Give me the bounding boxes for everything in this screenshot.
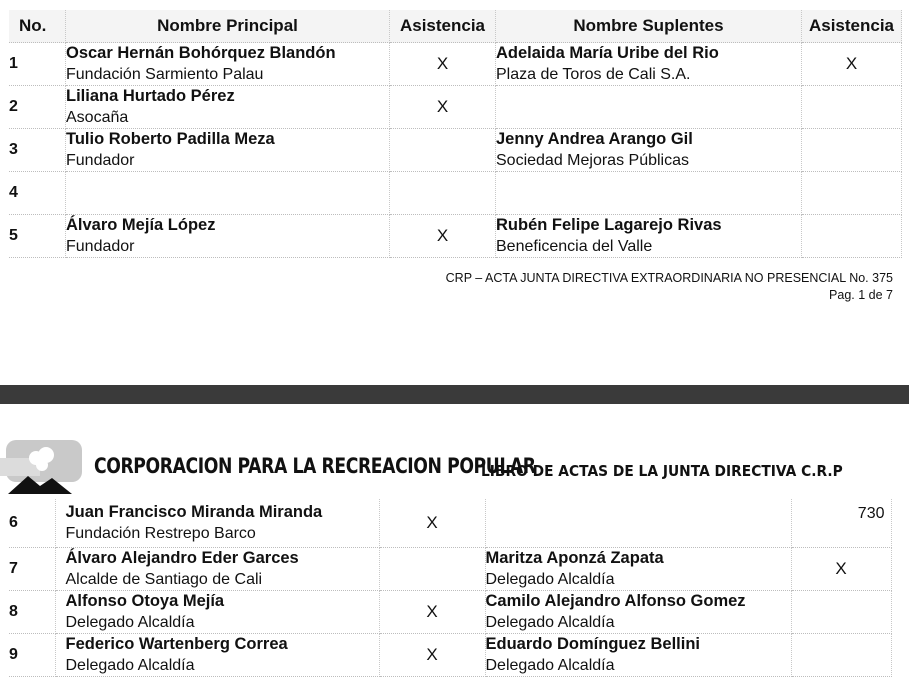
row-number: 3 <box>9 129 66 172</box>
suplente-org: Sociedad Mejoras Públicas <box>496 152 689 169</box>
suplente-org: Delegado Alcaldía <box>485 571 615 588</box>
table-row <box>9 215 902 258</box>
principal-cell <box>66 43 390 86</box>
suplente-attendance <box>802 215 902 258</box>
suplente-org: Delegado Alcaldía <box>485 657 615 674</box>
row-number: 4 <box>9 172 66 215</box>
principal-name: Oscar Hernán Bohórquez Blandón <box>66 44 336 62</box>
principal-cell <box>55 548 379 591</box>
book-title: LIBRO DE ACTAS DE LA JUNTA DIRECTIVA C.R.P <box>481 462 843 480</box>
principal-name: Federico Wartenberg Correa <box>65 635 288 653</box>
principal-org: Fundador <box>66 152 135 169</box>
principal-cell <box>66 215 390 258</box>
principal-attendance: X <box>390 86 496 129</box>
row-number: 8 <box>9 591 55 634</box>
table-row <box>9 86 902 129</box>
header-principal: Nombre Principal <box>66 10 390 43</box>
table-row <box>9 129 902 172</box>
row-number: 5 <box>9 215 66 258</box>
suplente-cell <box>496 86 802 129</box>
principal-attendance <box>379 548 485 591</box>
table-row <box>9 499 891 548</box>
suplente-cell <box>485 499 791 548</box>
principal-attendance <box>390 129 496 172</box>
principal-cell <box>55 634 379 677</box>
page-separator <box>0 385 909 404</box>
suplente-cell <box>496 172 802 215</box>
suplente-cell <box>496 43 802 86</box>
suplente-org: Delegado Alcaldía <box>485 614 615 631</box>
principal-cell <box>55 499 379 548</box>
table-row <box>9 634 891 677</box>
page-footer <box>446 270 893 304</box>
row-number: 1 <box>9 43 66 86</box>
principal-name: Liliana Hurtado Pérez <box>66 87 235 105</box>
suplente-name: Maritza Aponzá Zapata <box>485 549 664 567</box>
suplente-cell <box>485 548 791 591</box>
principal-name: Alfonso Otoya Mejía <box>65 592 225 610</box>
suplente-attendance <box>791 634 891 677</box>
principal-org: Alcalde de Santiago de Cali <box>65 571 263 588</box>
suplente-attendance: X <box>791 548 891 591</box>
principal-attendance: X <box>379 499 485 548</box>
suplente-cell <box>485 634 791 677</box>
principal-attendance: X <box>390 43 496 86</box>
principal-cell <box>66 86 390 129</box>
suplente-name: Rubén Felipe Lagarejo Rivas <box>496 216 722 234</box>
table-row <box>9 548 891 591</box>
row-number: 6 <box>9 499 55 548</box>
principal-name: Juan Francisco Miranda Miranda <box>65 503 323 521</box>
principal-name: Álvaro Mejía López <box>66 216 216 234</box>
header-asistencia-suplente: Asistencia <box>802 10 902 43</box>
suplente-org: Beneficencia del Valle <box>496 238 653 255</box>
footer-page-count: Pag. 1 de 7 <box>829 288 893 302</box>
principal-attendance: X <box>379 634 485 677</box>
suplente-org: Plaza de Toros de Cali S.A. <box>496 66 691 83</box>
suplente-cell <box>496 129 802 172</box>
header-suplentes: Nombre Suplentes <box>496 10 802 43</box>
footer-act-title: CRP – ACTA JUNTA DIRECTIVA EXTRAORDINARIA NO PRESENCIAL No. 375 <box>445 271 893 285</box>
table-row <box>9 172 902 215</box>
suplente-attendance: X <box>802 43 902 86</box>
principal-org: Fundación Sarmiento Palau <box>66 66 264 83</box>
principal-attendance <box>390 172 496 215</box>
suplente-name: Jenny Andrea Arango Gil <box>496 130 693 148</box>
table-row <box>9 591 891 634</box>
principal-cell <box>66 172 390 215</box>
suplente-attendance <box>791 591 891 634</box>
principal-org: Delegado Alcaldía <box>65 657 195 674</box>
suplente-cell <box>496 215 802 258</box>
suplente-cell <box>485 591 791 634</box>
corporation-title: CORPORACION PARA LA RECREACION POPULAR <box>94 454 536 478</box>
principal-cell <box>55 591 379 634</box>
document-page-2 <box>0 404 909 678</box>
row-number: 2 <box>9 86 66 129</box>
suplente-name: Adelaida María Uribe del Rio <box>496 44 719 62</box>
row-number: 9 <box>9 634 55 677</box>
suplente-name: Eduardo Domínguez Bellini <box>485 635 701 653</box>
principal-org: Fundación Restrepo Barco <box>65 525 256 542</box>
principal-org: Delegado Alcaldía <box>65 614 195 631</box>
principal-name: Tulio Roberto Padilla Meza <box>66 130 275 148</box>
book-page-number: 730 <box>791 499 891 548</box>
corporation-logo-icon <box>0 436 82 500</box>
principal-attendance: X <box>379 591 485 634</box>
attendance-table-page-1 <box>9 10 902 258</box>
suplente-name: Camilo Alejandro Alfonso Gomez <box>485 592 746 610</box>
principal-org: Fundador <box>66 238 135 255</box>
suplente-attendance <box>802 86 902 129</box>
principal-cell <box>66 129 390 172</box>
principal-org: Asocaña <box>66 109 129 126</box>
attendance-table-page-2 <box>9 499 892 677</box>
principal-name: Álvaro Alejandro Eder Garces <box>65 549 299 567</box>
table-row <box>9 43 902 86</box>
principal-attendance: X <box>390 215 496 258</box>
header-no: No. <box>9 10 66 43</box>
suplente-attendance <box>802 172 902 215</box>
table-header-row <box>9 10 902 43</box>
header-asistencia-principal: Asistencia <box>390 10 496 43</box>
suplente-attendance <box>802 129 902 172</box>
row-number: 7 <box>9 548 55 591</box>
